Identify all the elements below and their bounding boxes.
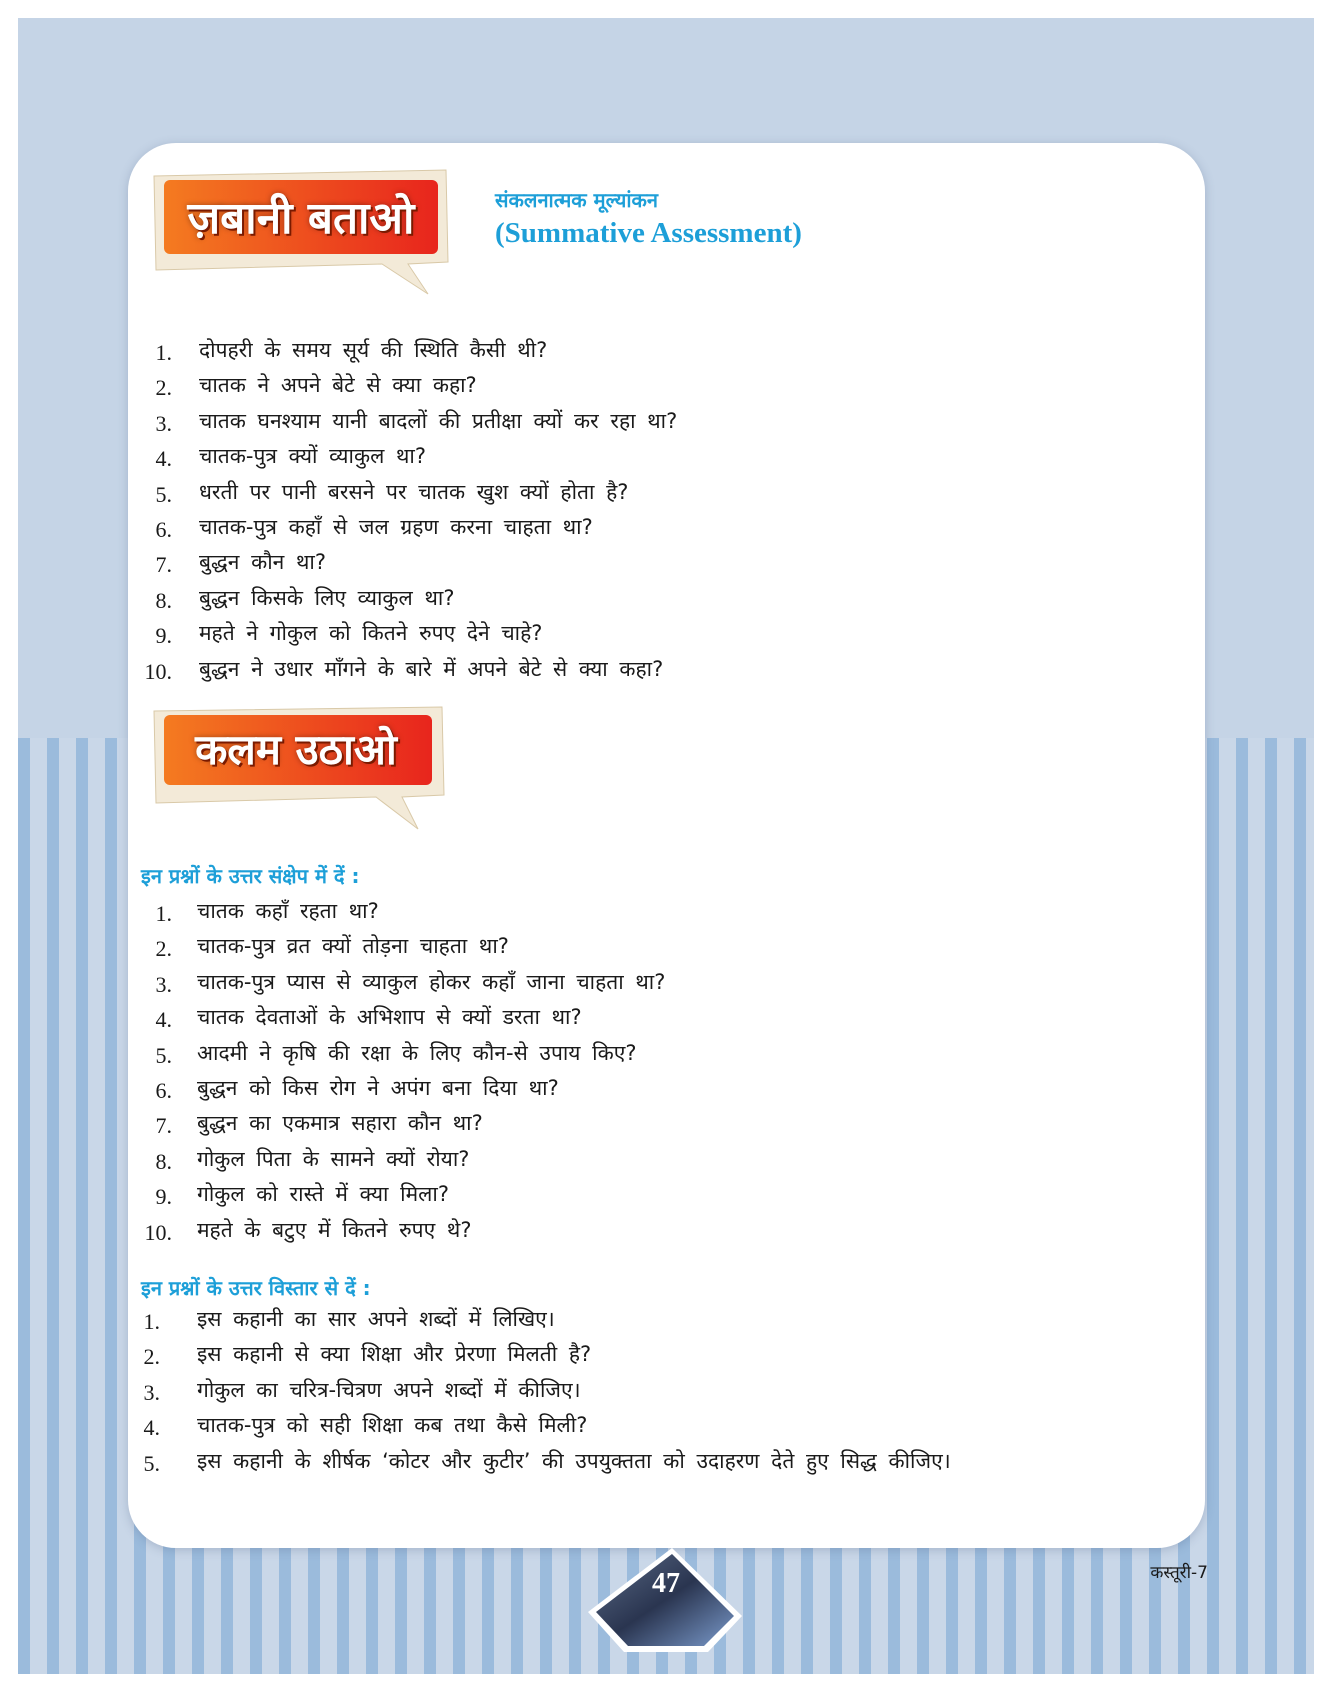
question-number: 10. bbox=[144, 1219, 172, 1245]
question-number: 4. bbox=[155, 1007, 172, 1033]
question-text: इस कहानी का सार अपने शब्दों में लिखिए। bbox=[197, 1307, 555, 1331]
question-text: चातक कहाँ रहता था? bbox=[197, 899, 379, 923]
question-text: बुद्धन किसके लिए व्याकुल था? bbox=[199, 585, 455, 610]
question-text: चातक-पुत्र प्यास से व्याकुल होकर कहाँ जाना चाहता था? bbox=[197, 969, 666, 994]
question-number: 4. bbox=[155, 446, 172, 472]
question-text: महते ने गोकुल को कितने रुपए देने चाहे? bbox=[199, 621, 543, 646]
question-number: 9. bbox=[155, 1184, 172, 1210]
question-text: गोकुल का चरित्र-चित्रण अपने शब्दों में कीजिए। bbox=[197, 1377, 581, 1402]
question-number: 2. bbox=[143, 1344, 160, 1370]
question-text: गोकुल को रास्ते में क्या मिला? bbox=[197, 1182, 449, 1207]
question-text: चातक-पुत्र कहाँ से जल ग्रहण करना चाहता था? bbox=[199, 514, 593, 539]
question-text: चातक-पुत्र व्रत क्यों तोड़ना चाहता था? bbox=[197, 934, 509, 959]
section-badge-written bbox=[146, 703, 456, 833]
assessment-title-english: (Summative Assessment) bbox=[495, 217, 802, 249]
question-number: 3. bbox=[155, 410, 172, 436]
question-number: 8. bbox=[155, 1148, 172, 1174]
question-number: 6. bbox=[155, 516, 172, 542]
question-text: बुद्धन कौन था? bbox=[199, 550, 327, 575]
question-text: आदमी ने कृषि की रक्षा के लिए कौन-से उपाय किए? bbox=[197, 1040, 637, 1065]
question-number: 10. bbox=[144, 658, 172, 684]
question-number: 4. bbox=[143, 1415, 160, 1441]
question-number: 9. bbox=[155, 623, 172, 649]
assessment-title-hindi: संकलनात्मक मूल्यांकन bbox=[495, 188, 658, 212]
question-text: बुद्धन का एकमात्र सहारा कौन था? bbox=[197, 1111, 483, 1136]
question-text: बुद्धन ने उधार माँगने के बारे में अपने बेटे से क्या कहा? bbox=[199, 656, 664, 681]
question-text: चातक घनश्याम यानी बादलों की प्रतीक्षा क्यों कर रहा था? bbox=[199, 408, 678, 433]
question-text: चातक देवताओं के अभिशाप से क्यों डरता था? bbox=[197, 1005, 582, 1030]
short-answer-heading: इन प्रश्नों के उत्तर संक्षेप में दें : bbox=[141, 864, 360, 888]
question-number: 6. bbox=[155, 1077, 172, 1103]
badge-title: कलम उठाओ bbox=[195, 725, 397, 774]
question-number: 1. bbox=[143, 1309, 160, 1334]
question-text: चातक-पुत्र क्यों व्याकुल था? bbox=[199, 444, 427, 469]
question-text: इस कहानी के शीर्षक ‘कोटर और कुटीर’ की उपयुक्तता को उदाहरण देते हुए सिद्ध कीजिए। bbox=[197, 1448, 951, 1473]
question-text: चातक-पुत्र को सही शिक्षा कब तथा कैसे मिली? bbox=[197, 1413, 588, 1438]
page-number: 47 bbox=[652, 1568, 680, 1599]
section-badge-oral bbox=[146, 166, 456, 296]
question-text: इस कहानी से क्या शिक्षा और प्रेरणा मिलती है? bbox=[197, 1342, 592, 1367]
question-text: बुद्धन को किस रोग ने अपंग बना दिया था? bbox=[197, 1075, 559, 1100]
question-text: धरती पर पानी बरसने पर चातक खुश क्यों होता है? bbox=[199, 479, 629, 504]
question-text: गोकुल पिता के सामने क्यों रोया? bbox=[197, 1146, 470, 1171]
badge-title: ज़बानी बताओ bbox=[187, 193, 415, 244]
question-number: 5. bbox=[155, 481, 172, 507]
question-number: 1. bbox=[155, 901, 172, 926]
question-number: 5. bbox=[155, 1042, 172, 1068]
question-number: 8. bbox=[155, 587, 172, 613]
question-number: 5. bbox=[143, 1450, 160, 1476]
question-text: चातक ने अपने बेटे से क्या कहा? bbox=[199, 373, 477, 398]
pentagon-icon bbox=[588, 1546, 744, 1656]
question-number: 2. bbox=[155, 375, 172, 401]
question-text: महते के बटुए में कितने रुपए थे? bbox=[197, 1217, 472, 1242]
question-text: दोपहरी के समय सूर्य की स्थिति कैसी थी? bbox=[199, 338, 548, 362]
book-name: कस्तूरी-7 bbox=[1150, 1563, 1208, 1583]
question-number: 7. bbox=[155, 552, 172, 578]
page-number-badge bbox=[588, 1546, 744, 1656]
question-number: 7. bbox=[155, 1113, 172, 1139]
question-number: 3. bbox=[155, 971, 172, 997]
long-answer-heading: इन प्रश्नों के उत्तर विस्तार से दें : bbox=[141, 1276, 371, 1300]
question-number: 2. bbox=[155, 936, 172, 962]
question-number: 3. bbox=[143, 1379, 160, 1405]
question-number: 1. bbox=[155, 340, 172, 365]
